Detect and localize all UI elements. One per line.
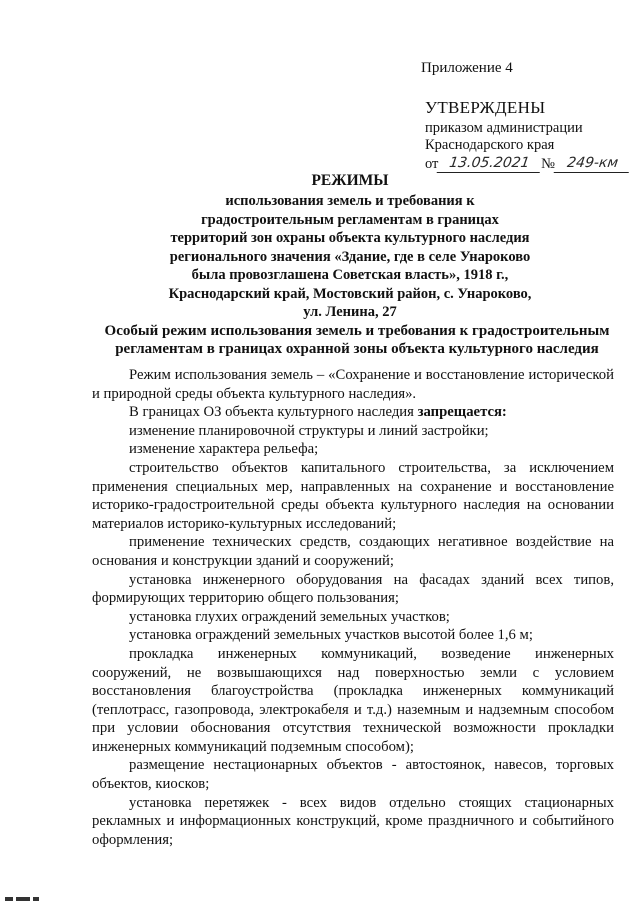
handwritten-date: 13.05.2021 [437,154,542,173]
title-line: градостроительным регламентам в границах [201,211,499,228]
paragraph: Режим использования земель – «Сохранение и восстановление исторической и природной среды объекта культурного наследия». [92,367,614,402]
prohibited-keyword: запрещается: [417,404,507,421]
title-line: регионального значения «Здание, где в селе Унароково [169,248,531,265]
order-line-1: приказом администрации [425,120,583,136]
paragraph [92,403,614,422]
title-main: РЕЖИМЫ [311,172,389,189]
appendix-label: Приложение 4 [421,60,513,76]
paragraph: размещение нестационарных объектов - автостоянок, навесов, торговых объектов, киосков; [92,757,614,793]
title-line: была провозглашена Советская власть», 1918 г., [191,267,509,283]
number-sign: № [541,156,555,172]
paragraph: строительство объектов капитального строительства, за исключением применения специальных мер, направленных на сохранение и восстановление историко-градостроительной среды объекта культурного наследия на основании материалов историко-культурных исследований; [92,459,614,532]
paragraph: установка глухих ограждений земельных участков; [129,608,450,625]
title-line: территорий зон охраны объекта культурного наследия [170,230,530,246]
approved-heading: УТВЕРЖДЕНЫ [425,98,546,117]
document-body [92,366,614,849]
paragraph-text: В границах ОЗ объекта культурного наследия [129,404,418,421]
order-date-line [425,154,630,173]
paragraph: применение технических средств, создающих негативное воздействие на основания и конструкции зданий и сооружений; [92,534,614,569]
section-heading-line: Особый режим использования земель и требования к градостроительным [104,323,610,339]
paragraph: установка инженерного оборудования на фасадах зданий всех типов, формирующих территорию общего пользования; [92,571,614,607]
approval-stamp [425,98,630,173]
title-line: использования земель и требования к [225,193,475,209]
section-heading-line: регламентам в границах охранной зоны объекта культурного наследия [115,341,599,357]
paragraph: изменение характера рельефа; [129,441,319,458]
paragraph: установка перетяжек - всех видов отдельно стоящих стационарных рекламных и информационных конструкций, кроме праздничного и событийного оформления; [92,794,614,848]
handwritten-number: 249-км [554,154,632,173]
order-line-2: Краснодарского края [425,137,555,153]
paragraph: установка ограждений земельных участков высотой более 1,6 м; [129,627,533,644]
paragraph: изменение планировочной структуры и линий застройки; [129,422,489,439]
section-heading [92,322,622,358]
date-prefix: от [425,156,439,172]
title-line: Краснодарский край, Мостовский район, с. Унароково, [168,285,532,302]
paragraph: прокладка инженерных коммуникаций, возведение инженерных сооружений, не возвышающихся над поверхностью земли с условием восстановления благоустройства (прокладка инженерных коммуникаций (теплотрасс, газопровода, электрокабеля и т.д.) наземным и надземным способом при условии обоснования отсутствия технической возможности прокладки инженерных коммуникаций подземным способом); [92,645,614,755]
title-line: ул. Ленина, 27 [303,304,397,320]
document-title [60,172,640,322]
scan-mark [5,897,43,903]
